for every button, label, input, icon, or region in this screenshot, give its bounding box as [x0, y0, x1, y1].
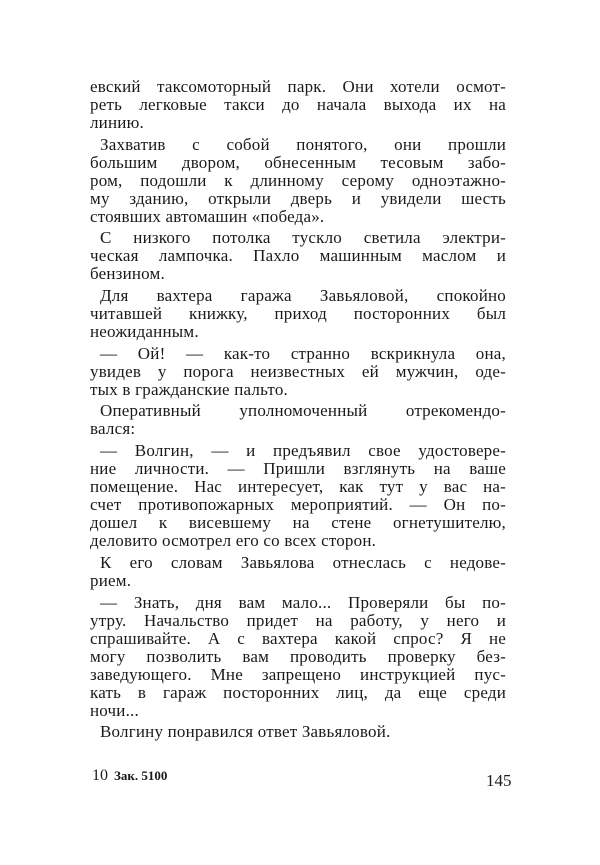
text-line: бензином. — [90, 264, 165, 284]
text-line: — Знать, дня вам мало... Проверяли бы по- — [100, 592, 506, 612]
text-line: спрашивайте. А с вахтера какой спрос? Я не — [90, 628, 506, 648]
paragraph — [90, 345, 506, 399]
text-line: помещение. Нас интересует, как тут у вас на- — [90, 477, 506, 497]
text-line: большим двором, обнесенным тесовым забо- — [90, 152, 506, 172]
text-line: ние личности. — Пришли взглянуть на ваше — [90, 459, 506, 479]
text-line: заведующего. Мне запрещено инструкцией пус- — [90, 664, 506, 684]
signature-order: Зак. 5100 — [114, 768, 168, 783]
printer-signature — [92, 767, 167, 785]
page-body-text — [90, 78, 506, 741]
text-line: Для вахтера гаража Завьяловой, спокойно — [100, 286, 506, 306]
paragraph — [90, 229, 506, 283]
text-line: ром, подошли к длинному серому одноэтажно- — [90, 170, 506, 190]
text-line: реть легковые такси до начала выхода их на — [90, 95, 506, 114]
paragraph — [90, 723, 506, 741]
text-line: счет противопожарных мероприятий. — Он по- — [90, 495, 506, 515]
text-line: увидев у порога неизвестных ей мужчин, оде- — [90, 361, 506, 381]
page-number: 145 — [486, 771, 512, 790]
text-line: ческая лампочка. Пахло машинным маслом и — [90, 246, 506, 266]
text-line: ночи... — [90, 700, 139, 720]
paragraph — [90, 442, 506, 550]
text-line: С низкого потолка тускло светила электри- — [100, 228, 506, 248]
text-line: К его словам Завьялова отнеслась с недове- — [100, 552, 506, 572]
paragraph — [90, 594, 506, 720]
text-line: линию. — [90, 113, 144, 132]
text-line: Оперативный уполномоченный отрекомендо- — [100, 401, 506, 421]
text-line: неожиданным. — [90, 322, 199, 342]
paragraph — [90, 136, 506, 226]
text-line: — Волгин, — и предъявил свое удостовере- — [100, 441, 506, 461]
text-line: стоявших автомашин «победа». — [90, 206, 325, 226]
text-line: рием. — [90, 570, 132, 590]
text-line: му зданию, открыли дверь и увидели шесть — [90, 188, 506, 208]
paragraph — [90, 78, 506, 132]
text-line: Захватив с собой понятого, они прошли — [100, 134, 506, 154]
text-line: тых в гражданские пальто. — [90, 379, 288, 399]
paragraph — [90, 287, 506, 341]
text-line: могу позволить вам проводить проверку без- — [90, 646, 506, 666]
text-line: — Ой! — как-то странно вскрикнула она, — [100, 343, 506, 363]
paragraph — [90, 402, 506, 438]
text-line: вался: — [90, 419, 136, 439]
text-line: дошел к висевшему на стене огнетушителю, — [90, 513, 506, 533]
text-line: Волгину понравился ответ Завьяловой. — [100, 722, 391, 742]
signature-number: 10 — [92, 767, 108, 784]
text-line: кать в гараж посторонних лиц, да еще среди — [90, 682, 506, 702]
text-line: утру. Начальство придет на работу, у него и — [90, 610, 506, 630]
text-line: читавшей книжку, приход посторонних был — [90, 304, 506, 324]
text-line: деловито осмотрел его со всех сторон. — [90, 531, 377, 551]
paragraph — [90, 554, 506, 590]
text-line: евский таксомоторный парк. Они хотели осмот- — [90, 77, 506, 96]
